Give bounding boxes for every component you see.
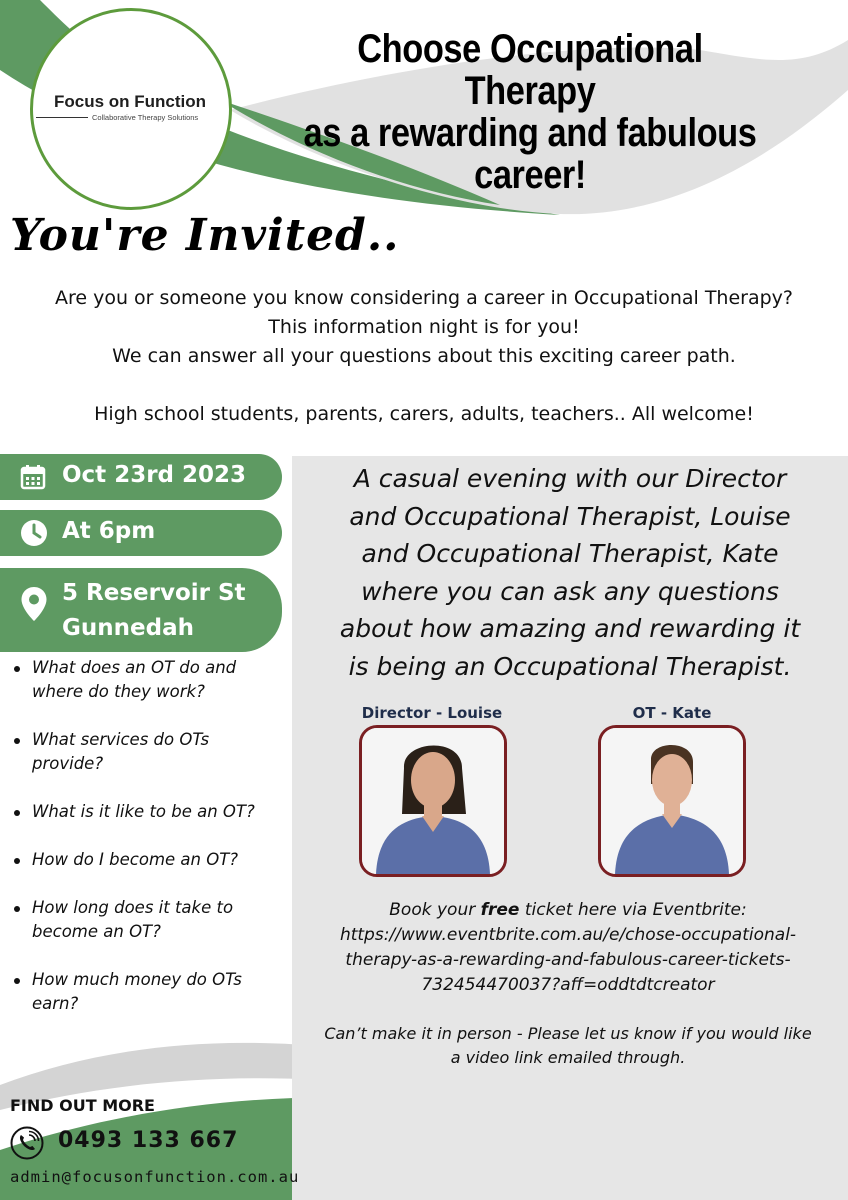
time-pill <box>0 510 282 556</box>
booking-link[interactable] <box>296 923 840 998</box>
calendar-icon <box>20 464 46 490</box>
photo-kate <box>598 725 746 877</box>
description-line: and Occupational Therapist, Kate <box>361 539 779 569</box>
address-pill <box>0 568 282 652</box>
booking-url-line[interactable]: 732454470037?aff=oddtdtcreator <box>421 975 715 995</box>
phone-icon <box>10 1126 44 1160</box>
phone-number[interactable]: 0493 133 667 <box>58 1128 239 1153</box>
logo-divider <box>36 117 88 118</box>
headline-line: Choose Occupational Therapy <box>357 27 703 113</box>
booking-prefix: Book your <box>389 900 481 920</box>
question-list <box>12 656 282 1040</box>
remote-line: Can’t make it in person - Please let us know if you would like <box>324 1024 812 1043</box>
remote-note <box>296 1022 840 1070</box>
list-item: What is it like to be an OT? <box>12 800 282 824</box>
address-line: 5 Reservoir St <box>62 580 246 606</box>
booking-suffix: ticket here via Eventbrite: <box>519 900 747 920</box>
intro-line: This information night is for you! <box>268 316 580 338</box>
headline <box>262 28 798 196</box>
staff-label-louise: Director - Louise <box>361 704 503 722</box>
address-line: Gunnedah <box>62 615 194 641</box>
logo-tagline: Collaborative Therapy Solutions <box>92 113 199 122</box>
event-date: Oct 23rd 2023 <box>62 462 247 488</box>
event-description <box>300 460 840 686</box>
description-line: is being an Occupational Therapist. <box>348 651 792 681</box>
staff-label-kate: OT - Kate <box>632 704 712 722</box>
event-time: At 6pm <box>62 518 156 544</box>
description-line: where you can ask any questions <box>361 576 779 606</box>
remote-line: a video link emailed through. <box>450 1048 686 1067</box>
intro-line: Are you or someone you know considering a career in Occupational Therapy? <box>54 287 794 309</box>
list-item: How long does it take to become an OT? <box>12 896 282 944</box>
description-line: A casual evening with our Director <box>353 464 787 493</box>
description-line: and Occupational Therapist, Louise <box>349 501 791 531</box>
event-address <box>62 576 246 646</box>
list-item: How do I become an OT? <box>12 848 282 872</box>
photo-louise <box>359 725 507 877</box>
list-item: What does an OT do and where do they work? <box>12 656 282 704</box>
find-out-more-heading: FIND OUT MORE <box>10 1096 155 1115</box>
intro-line: We can answer all your questions about this exciting career path. <box>112 345 736 367</box>
clock-icon <box>20 519 48 547</box>
booking-info <box>296 898 840 998</box>
location-pin-icon <box>20 586 48 622</box>
booking-url-line[interactable]: therapy-as-a-rewarding-and-fabulous-career-tickets- <box>345 950 791 970</box>
headline-line: as a rewarding and fabulous <box>303 111 757 155</box>
list-item: What services do OTs provide? <box>12 728 282 776</box>
booking-free: free <box>480 900 520 920</box>
date-pill <box>0 454 282 500</box>
list-item: How much money do OTs earn? <box>12 968 282 1016</box>
intro-line: High school students, parents, carers, adults, teachers.. All welcome! <box>94 403 754 425</box>
headline-line: career! <box>474 153 586 197</box>
logo-name: Focus on Function <box>53 92 207 111</box>
description-line: about how amazing and rewarding it <box>339 614 801 644</box>
booking-url-line[interactable]: https://www.eventbrite.com.au/e/chose-occupational- <box>339 925 797 945</box>
invited-heading: You're Invited.. <box>10 210 400 261</box>
email-address[interactable]: admin@focusonfunction.com.au <box>10 1168 300 1186</box>
intro-text <box>0 284 848 429</box>
booking-line <box>296 898 840 923</box>
